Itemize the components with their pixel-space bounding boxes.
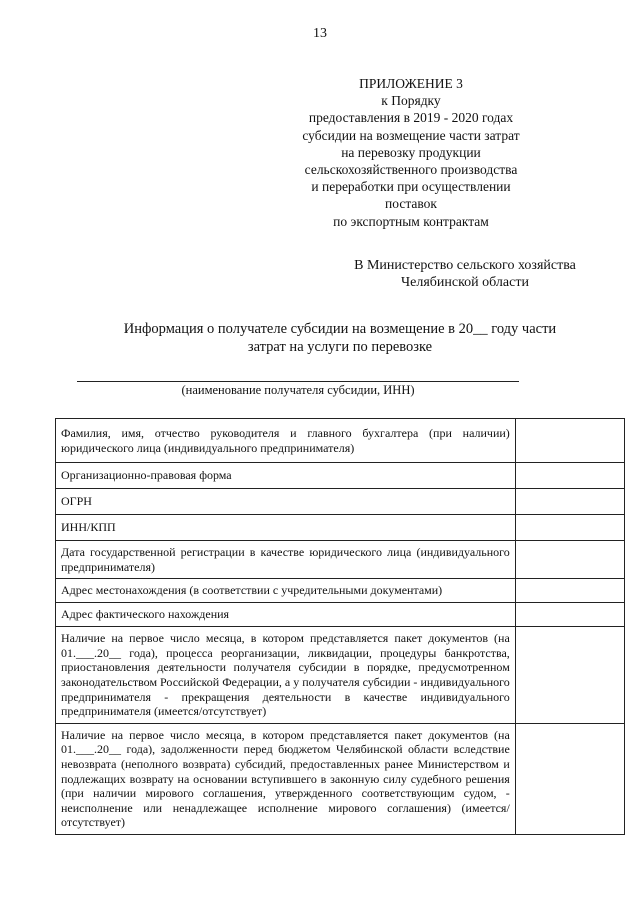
table-row bbox=[56, 579, 625, 603]
row-value-cell[interactable] bbox=[515, 603, 624, 627]
title-line: затрат на услуги по перевозке bbox=[247, 339, 433, 355]
table-row bbox=[56, 489, 625, 515]
appendix-header bbox=[296, 75, 526, 230]
appendix-line: субсидии на возмещение части затрат bbox=[302, 127, 520, 143]
row-label: Фамилия, имя, отчество руководителя и главного бухгалтера (при наличии) юридического лица (индивидуального предпринимателя) bbox=[56, 419, 516, 463]
row-value-cell[interactable] bbox=[515, 419, 624, 463]
info-table bbox=[55, 418, 625, 835]
recipient-name-caption: (наименование получателя субсидии, ИНН) bbox=[181, 383, 415, 397]
row-value-cell[interactable] bbox=[515, 541, 624, 579]
table-row bbox=[56, 541, 625, 579]
row-label: ОГРН bbox=[56, 489, 516, 515]
table-row bbox=[56, 463, 625, 489]
appendix-line: предоставления в 2019 - 2020 годах bbox=[308, 110, 514, 126]
row-label: Адрес фактического нахождения bbox=[56, 603, 516, 627]
row-label: Наличие на первое число месяца, в котором представляется пакет документов (на 01.___.20__ года), процесса реорганизации, ликвидации, процедуры банкротства, приостановления деятельности получателя субсидии в порядке, предусмотренном законодательством Российской Федерации, а у получателя субсидии - индивидуального предпринимателя - прекращения деятельности в качестве индивидуального предпринимателя (имеется/отсутствует) bbox=[56, 627, 516, 724]
row-label: ИНН/КПП bbox=[56, 515, 516, 541]
title-line: Информация о получателе субсидии на возмещение в 20__ году части bbox=[123, 321, 557, 337]
appendix-line: по экспортным контрактам bbox=[333, 213, 489, 229]
table-row bbox=[56, 723, 625, 834]
table-row bbox=[56, 515, 625, 541]
appendix-line: поставок bbox=[385, 196, 437, 212]
recipient-line: Челябинской области bbox=[401, 275, 529, 290]
table-row bbox=[56, 603, 625, 627]
row-label: Наличие на первое число месяца, в котором представляется пакет документов (на 01.___.20__ года), задолженности перед бюджетом Челябинской области вследствие невозврата (неполного возврата) субсидий, предоставленных ранее Министерством и подлежащих возврату на основании вступившего в законную силу судебного решения (при наличии мирового соглашения, утвержденного соответствующим судом, - неисполнение или ненадлежащее исполнение мирового соглашения) (имеется/отсутствует) bbox=[56, 723, 516, 834]
table-row bbox=[56, 627, 625, 724]
row-label: Дата государственной регистрации в качестве юридического лица (индивидуального предпринимателя) bbox=[56, 541, 516, 579]
row-value-cell[interactable] bbox=[515, 515, 624, 541]
row-value-cell[interactable] bbox=[515, 463, 624, 489]
row-value-cell[interactable] bbox=[515, 489, 624, 515]
recipient-line: В Министерство сельского хозяйства bbox=[354, 258, 576, 273]
row-value-cell[interactable] bbox=[515, 627, 624, 724]
appendix-line: на перевозку продукции bbox=[341, 144, 481, 160]
appendix-line: к Порядку bbox=[381, 93, 441, 109]
appendix-line: ПРИЛОЖЕНИЕ 3 bbox=[359, 76, 463, 91]
recipient-block bbox=[300, 257, 630, 291]
appendix-line: сельскохозяйственного производства bbox=[304, 162, 518, 178]
table-row bbox=[56, 419, 625, 463]
row-value-cell[interactable] bbox=[515, 723, 624, 834]
recipient-name-line bbox=[77, 381, 519, 382]
appendix-line: и переработки при осуществлении bbox=[311, 179, 511, 195]
row-value-cell[interactable] bbox=[515, 579, 624, 603]
page-number: 13 bbox=[313, 26, 327, 41]
row-label: Адрес местонахождения (в соответствии с учредительными документами) bbox=[56, 579, 516, 603]
document-title bbox=[70, 320, 610, 356]
row-label: Организационно-правовая форма bbox=[56, 463, 516, 489]
